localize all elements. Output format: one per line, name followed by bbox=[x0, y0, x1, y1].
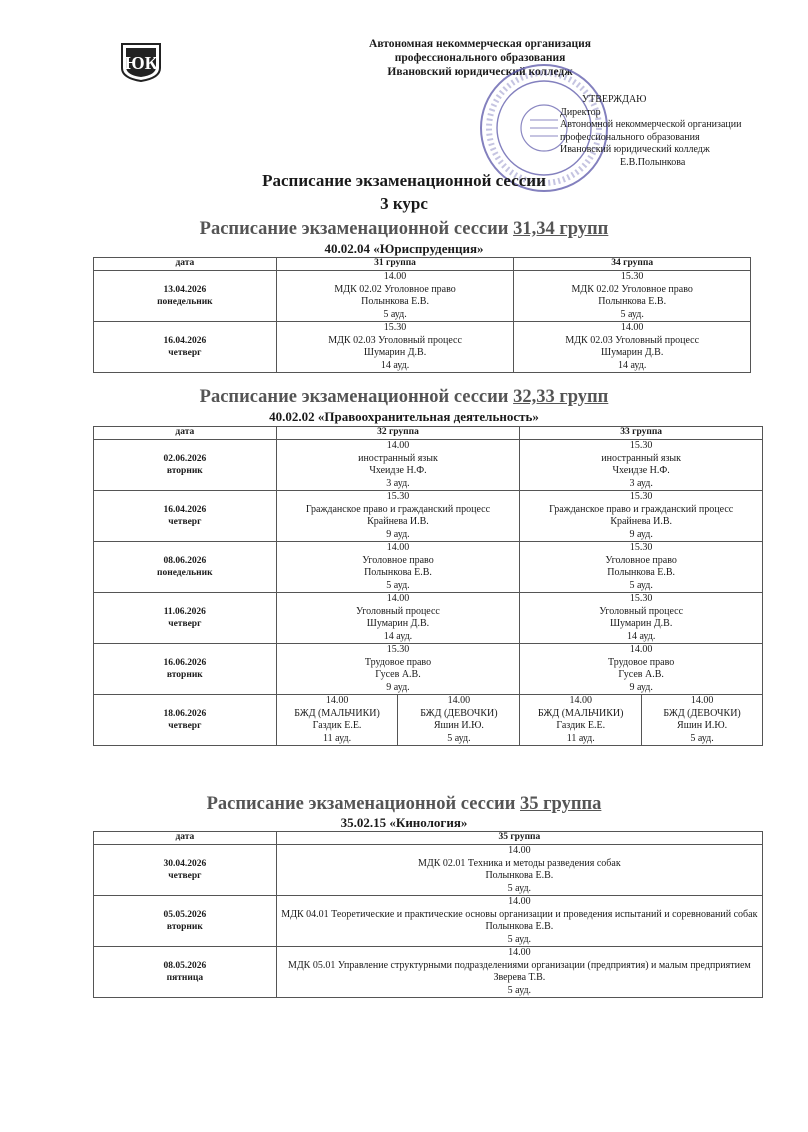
table-row bbox=[94, 845, 763, 896]
org-line: Ивановский юридический колледж bbox=[387, 66, 573, 78]
approval-block bbox=[560, 94, 760, 170]
approve-line: Директор bbox=[560, 106, 601, 118]
table-row bbox=[94, 542, 763, 593]
date-cell: 11.06.2026 четверг bbox=[94, 593, 277, 644]
section-title bbox=[0, 793, 808, 815]
date-cell: 16.04.2026 четверг bbox=[94, 491, 277, 542]
exam-cell: 14.00 БЖД (МАЛЬЧИКИ) Газдик Е.Е. 11 ауд. bbox=[520, 695, 642, 746]
date-cell: 16.04.2026 четверг bbox=[94, 322, 277, 373]
section-title-prefix: Расписание экзаменационной сессии bbox=[199, 387, 514, 407]
section-title bbox=[0, 386, 808, 408]
exam-cell: 14.00 МДК 02.02 Уголовное право Полынкова Е.В. 5 ауд. bbox=[276, 271, 514, 322]
course-title: 3 курс bbox=[380, 194, 428, 213]
table-row bbox=[94, 593, 763, 644]
exam-cell: 15.30 Уголовный процесс Шумарин Д.В. 14 ауд. bbox=[520, 593, 763, 644]
exam-cell: 15.30 Трудовое право Гусев А.В. 9 ауд. bbox=[276, 644, 520, 695]
table-row bbox=[94, 644, 763, 695]
table-row bbox=[94, 896, 763, 947]
table-row bbox=[94, 695, 763, 746]
exam-cell: 14.00 Трудовое право Гусев А.В. 9 ауд. bbox=[520, 644, 763, 695]
svg-text:ЮК: ЮК bbox=[124, 53, 158, 73]
approve-line: Ивановский юридический колледж bbox=[560, 144, 710, 156]
exam-cell: 14.00 БЖД (ДЕВОЧКИ) Яшин И.Ю. 5 ауд. bbox=[398, 695, 520, 746]
exam-cell: 14.00 Уголовное право Полынкова Е.В. 5 ауд. bbox=[276, 542, 520, 593]
date-cell: 02.06.2026 вторник bbox=[94, 440, 277, 491]
exam-cell: 15.30 Уголовное право Полынкова Е.В. 5 ауд. bbox=[520, 542, 763, 593]
exam-cell: 14.00 МДК 05.01 Управление структурными подразделениями организации (предприятия) и малым предприятием Зверева Т.В. 5 ауд. bbox=[276, 947, 762, 998]
exam-cell: 14.00 иностранный язык Чхеидзе Н.Ф. 3 ауд. bbox=[276, 440, 520, 491]
exam-cell: 15.30 Гражданское право и гражданский процесс Крайнева И.В. 9 ауд. bbox=[276, 491, 520, 542]
exam-cell: 15.30 иностранный язык Чхеидзе Н.Ф. 3 ауд. bbox=[520, 440, 763, 491]
org-line: Автономная некоммерческая организация bbox=[369, 38, 591, 50]
exam-cell: 14.00 БЖД (МАЛЬЧИКИ) Газдик Е.Е. 11 ауд. bbox=[276, 695, 398, 746]
exam-cell: 14.00 МДК 04.01 Теоретические и практические основы организации и проведения испытаний и соревнований собак Полынкова Е.В. 5 ауд. bbox=[276, 896, 762, 947]
approve-line: профессионального образования bbox=[560, 131, 700, 143]
table-row bbox=[94, 271, 751, 322]
specialty-title: 40.02.02 «Правоохранительная деятельность» bbox=[269, 409, 539, 424]
approve-line: Автономной некоммерческой организации bbox=[560, 119, 742, 131]
section-title-prefix: Расписание экзаменационной сессии bbox=[199, 219, 514, 239]
exam-cell: 14.00 Уголовный процесс Шумарин Д.В. 14 ауд. bbox=[276, 593, 520, 644]
table-row bbox=[94, 491, 763, 542]
schedule-table-35 bbox=[93, 831, 763, 998]
exam-cell: 14.00 БЖД (ДЕВОЧКИ) Яшин И.Ю. 5 ауд. bbox=[642, 695, 763, 746]
exam-cell: 14.00 МДК 02.01 Техника и методы разведения собак Полынкова Е.В. 5 ауд. bbox=[276, 845, 762, 896]
table-header: 31 группа bbox=[276, 258, 514, 271]
table-header: 35 группа bbox=[276, 832, 762, 845]
approve-heading: УТВЕРЖДАЮ bbox=[582, 94, 647, 105]
section-title-prefix: Расписание экзаменационной сессии bbox=[206, 794, 520, 814]
section-title bbox=[0, 218, 808, 240]
college-logo-icon bbox=[118, 42, 164, 82]
exam-cell: 15.30 МДК 02.02 Уголовное право Полынкова Е.В. 5 ауд. bbox=[514, 271, 751, 322]
section-title-groups: 35 группа bbox=[520, 794, 602, 814]
specialty-title: 35.02.15 «Кинология» bbox=[340, 815, 468, 830]
table-row bbox=[94, 322, 751, 373]
table-header: дата bbox=[94, 258, 277, 271]
table-header: дата bbox=[94, 427, 277, 440]
page-title: Расписание экзаменационной сессии bbox=[262, 171, 546, 190]
exam-cell: 14.00 МДК 02.03 Уголовный процесс Шумарин Д.В. 14 ауд. bbox=[514, 322, 751, 373]
table-header: 34 группа bbox=[514, 258, 751, 271]
date-cell: 18.06.2026 четверг bbox=[94, 695, 277, 746]
specialty-title: 40.02.04 «Юриспруденция» bbox=[324, 241, 484, 256]
section-title-groups: 32,33 групп bbox=[513, 387, 609, 407]
date-cell: 08.06.2026 понедельник bbox=[94, 542, 277, 593]
org-line: профессионального образования bbox=[394, 52, 566, 64]
section-title-groups: 31,34 групп bbox=[513, 219, 609, 239]
table-row bbox=[94, 440, 763, 491]
date-cell: 13.04.2026 понедельник bbox=[94, 271, 277, 322]
table-header: дата bbox=[94, 832, 277, 845]
exam-cell: 15.30 Гражданское право и гражданский процесс Крайнева И.В. 9 ауд. bbox=[520, 491, 763, 542]
schedule-table-32-33 bbox=[93, 426, 763, 746]
table-header: 33 группа bbox=[520, 427, 763, 440]
date-cell: 05.05.2026 вторник bbox=[94, 896, 277, 947]
date-cell: 16.06.2026 вторник bbox=[94, 644, 277, 695]
date-cell: 08.05.2026 пятница bbox=[94, 947, 277, 998]
exam-cell: 15.30 МДК 02.03 Уголовный процесс Шумарин Д.В. 14 ауд. bbox=[276, 322, 514, 373]
approve-signatory: Е.В.Полынкова bbox=[620, 156, 686, 168]
schedule-table-31-34 bbox=[93, 257, 751, 373]
table-row bbox=[94, 947, 763, 998]
date-cell: 30.04.2026 четверг bbox=[94, 845, 277, 896]
table-header: 32 группа bbox=[276, 427, 520, 440]
